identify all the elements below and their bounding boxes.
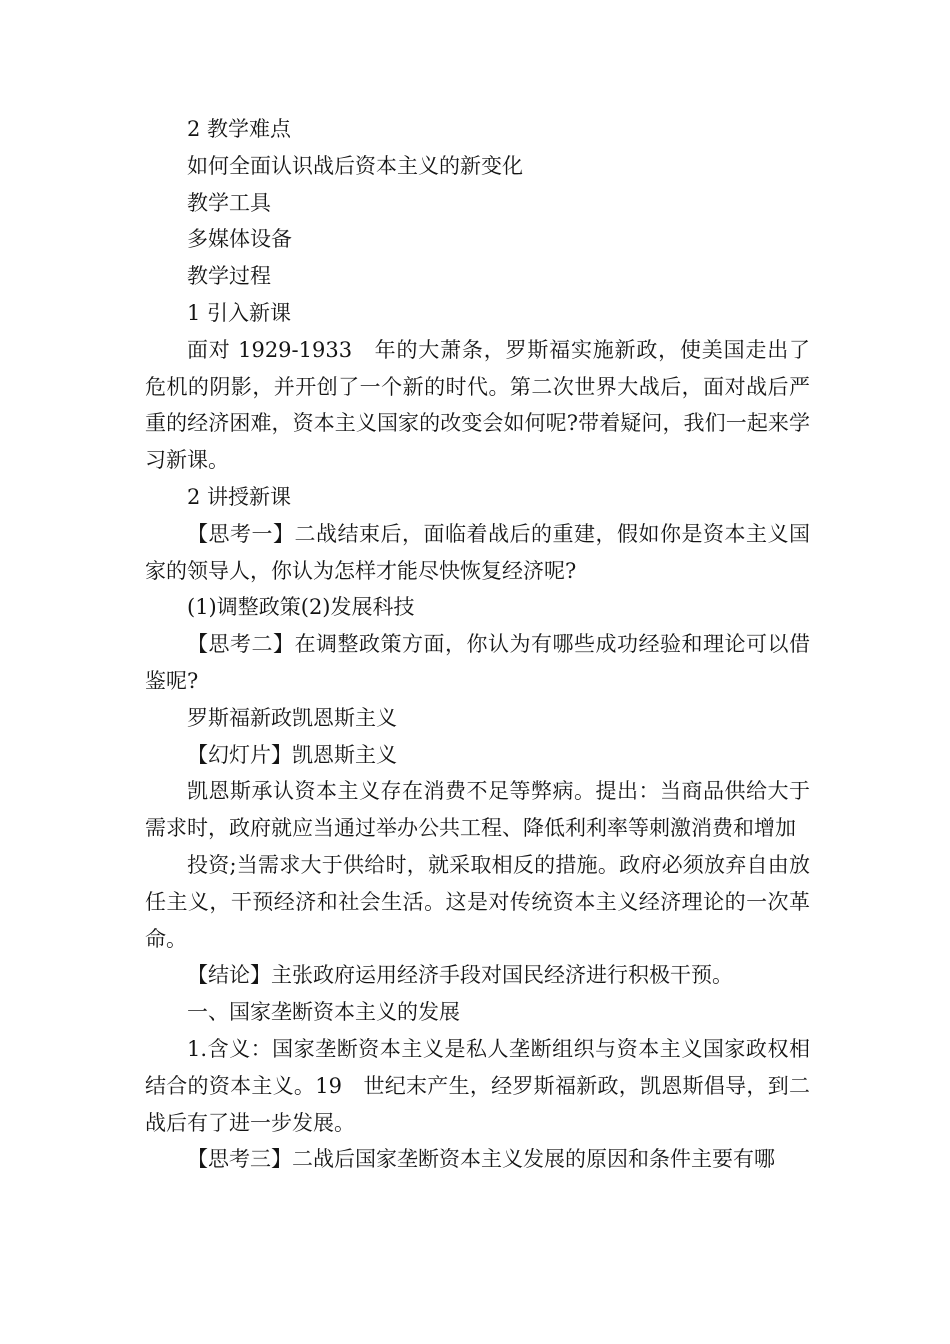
heading-teach-lesson: 2 讲授新课 <box>187 484 292 509</box>
think-one-answer: (1)调整政策(2)发展科技 <box>187 595 415 620</box>
heading-teaching-difficulty: 2 教学难点 <box>187 117 292 141</box>
conclusion-paragraph: 【结论】主张政府运用经济手段对国民经济进行积极干预。 <box>187 963 733 988</box>
intro-paragraph: 面对 1929-1933 年的大萧条，罗斯福实施新政，使美国走出了危机的阴影，并开创了一个新的时代。第二次世界大战后，面对战后严重的经济困难，资本主义国家的改变会如何呢?带着疑问，我们一起来学习新课。 <box>145 337 810 473</box>
keynes-paragraph-continued: 投资;当需求大于供给时，就采取相反的措施。政府必须放弃自由放任主义，干预经济和社会生活。这是对传统资本主义经济理论的一次革命。 <box>145 852 810 951</box>
section-heading-state-monopoly: 一、国家垄断资本主义的发展 <box>187 1000 460 1025</box>
definition-paragraph: 1.含义：国家垄断资本主义是私人垄断组织与资本主义国家政权相结合的资本主义。19 世纪末产生，经罗斯福新政，凯恩斯倡导，到二战后有了进一步发展。 <box>145 1036 810 1135</box>
think-two-paragraph: 【思考二】在调整政策方面，你认为有哪些成功经验和理论可以借鉴呢? <box>145 632 810 693</box>
keynes-paragraph: 凯恩斯承认资本主义存在消费不足等弊病。提出：当商品供给大于需求时，政府就应当通过举办公共工程、降低利利率等刺激消费和增加 <box>145 779 810 841</box>
think-two-answer: 罗斯福新政凯恩斯主义 <box>187 705 397 730</box>
think-three-paragraph: 【思考三】二战后国家垄断资本主义发展的原因和条件主要有哪 <box>187 1147 775 1172</box>
heading-teaching-process: 教学过程 <box>187 264 271 289</box>
difficulty-text: 如何全面认识战后资本主义的新变化 <box>187 153 523 178</box>
think-one-paragraph: 【思考一】二战结束后，面临着战后的重建，假如你是资本主义国家的领导人，你认为怎样才能尽快恢复经济呢? <box>145 521 810 583</box>
tools-text: 多媒体设备 <box>187 227 292 252</box>
slide-heading: 【幻灯片】凯恩斯主义 <box>187 742 397 767</box>
heading-teaching-tools: 教学工具 <box>187 190 271 215</box>
document-body <box>145 111 810 1178</box>
heading-introduce-lesson: 1 引入新课 <box>187 300 292 325</box>
